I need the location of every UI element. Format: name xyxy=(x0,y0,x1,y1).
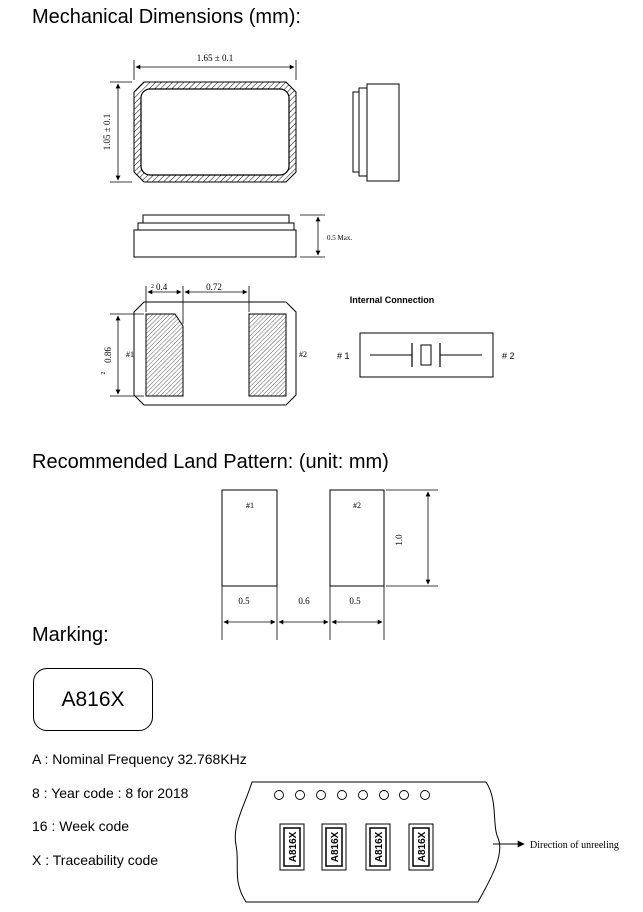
thickness-dim-label: 0.5 Max. xyxy=(327,234,353,242)
direction-label: Direction of unreeling xyxy=(530,840,619,851)
height-dim-label: 1.05 ± 0.1 xyxy=(102,113,112,151)
internal-pin1-label: # 1 xyxy=(337,351,350,361)
bottom-view xyxy=(101,282,307,405)
tape-pocket xyxy=(409,824,433,870)
front-view xyxy=(134,215,352,257)
land-pattern-heading: Recommended Land Pattern: (unit: mm) xyxy=(32,451,389,473)
land-pattern-drawing xyxy=(0,480,643,640)
pad-dim-c-label: 0.86 xyxy=(103,347,113,363)
pad-dim-prefix-c: 2 xyxy=(101,371,107,375)
marking-code: A816X xyxy=(61,687,125,711)
height-dimension xyxy=(102,82,132,182)
mechanical-drawing xyxy=(0,0,643,440)
internal-pin2-label: # 2 xyxy=(502,351,515,361)
pad-dim-prefix-a: 2 xyxy=(151,284,154,290)
land-pad1-label: #1 xyxy=(246,501,254,510)
legend-line-2: 8 : Year code : 8 for 2018 xyxy=(32,785,189,801)
top-view-package xyxy=(134,82,296,182)
side-view xyxy=(353,84,399,181)
internal-connection-title: Internal Connection xyxy=(349,295,435,305)
tape-part-label: A816X xyxy=(417,831,428,863)
tape-part-label: A816X xyxy=(288,831,299,863)
tape-part-label: A816X xyxy=(330,831,341,863)
land-pad-width-label: 0.5 xyxy=(238,596,250,606)
land-pad-width-2-label: 0.5 xyxy=(349,596,361,606)
marking-heading: Marking: xyxy=(32,624,109,646)
legend-line-3: 16 : Week code xyxy=(32,818,130,834)
bottom-pin2-label: #2 xyxy=(299,350,307,359)
tape-part-label: A816X xyxy=(374,831,385,863)
land-height-label: 1.0 xyxy=(394,534,404,546)
tape-pocket xyxy=(280,824,304,870)
tape-pocket xyxy=(322,824,346,870)
pad-dim-b-label: 0.72 xyxy=(206,282,222,292)
internal-connection xyxy=(337,295,515,377)
width-dimension xyxy=(134,53,296,80)
width-dim-label: 1.65 ± 0.1 xyxy=(196,53,234,63)
legend-line-4: X : Traceability code xyxy=(32,852,159,868)
land-pad2-label: #2 xyxy=(353,501,361,510)
tape-drawing xyxy=(0,770,643,912)
tape-pocket xyxy=(366,824,390,870)
legend-line-1: A : Nominal Frequency 32.768KHz xyxy=(32,751,247,767)
pad-dim-a-label: 0.4 xyxy=(156,282,168,292)
marking-code-box xyxy=(33,668,153,731)
bottom-pin1-label: #1 xyxy=(126,350,134,359)
land-gap-label: 0.6 xyxy=(298,596,310,606)
mechanical-dimensions-heading: Mechanical Dimensions (mm): xyxy=(32,6,301,28)
